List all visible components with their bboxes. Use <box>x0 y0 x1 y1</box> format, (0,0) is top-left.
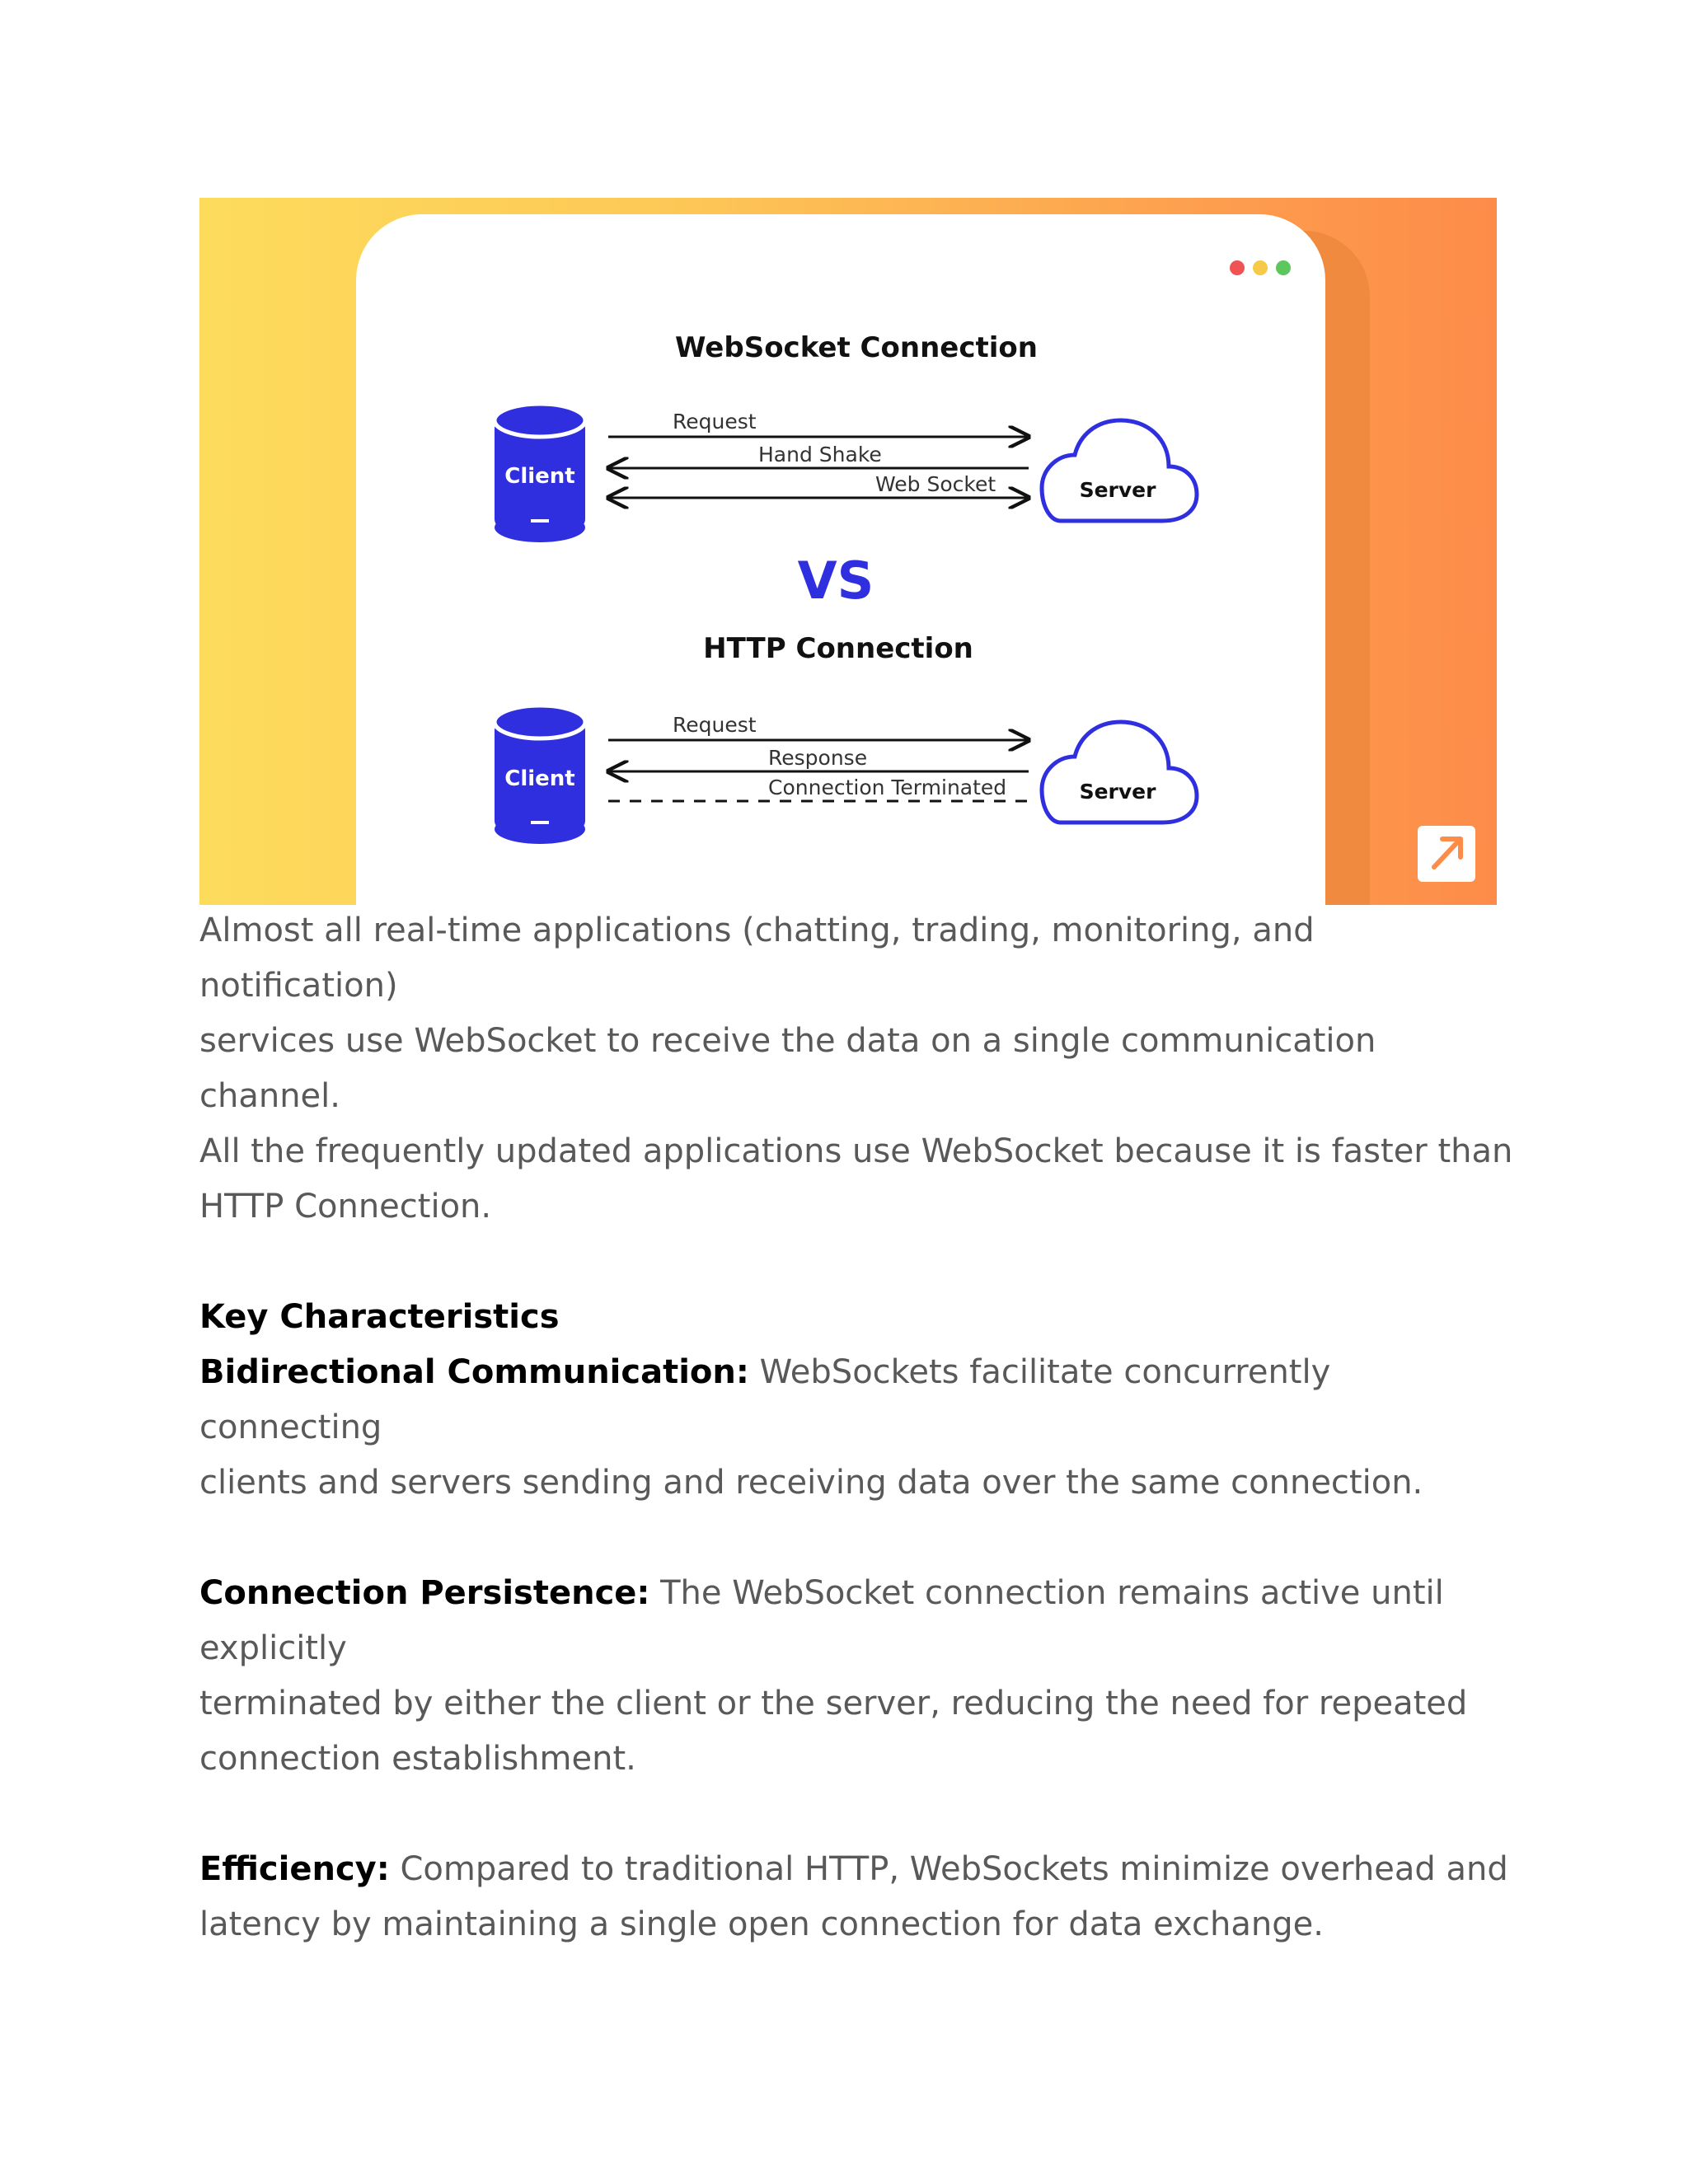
server-label: Server <box>1079 478 1156 502</box>
connection-diagram <box>199 198 1497 905</box>
client-label: Client <box>504 766 575 791</box>
article-body <box>199 903 1518 1952</box>
intro-line: Almost all real-time applications (chatting, trading, monitoring, and notification) <box>199 912 1315 1005</box>
arrow-label-response: Response <box>768 746 868 770</box>
arrow-label-websocket: Web Socket <box>875 472 996 496</box>
characteristic-item <box>199 1842 1518 1897</box>
http-title: HTTP Connection <box>703 632 973 665</box>
websocket-vs-http-figure <box>199 198 1497 905</box>
characteristic-text: The WebSocket connection remains active until explicitly <box>199 1574 1444 1667</box>
arrow-label-request: Request <box>673 410 757 434</box>
arrow-label-terminated: Connection Terminated <box>768 776 1007 799</box>
characteristic-term: Bidirectional Communication: <box>199 1353 749 1391</box>
server-cloud-icon <box>1042 722 1197 823</box>
server-label: Server <box>1079 780 1156 804</box>
characteristic-item <box>199 1345 1518 1455</box>
characteristic-text: Compared to traditional HTTP, WebSockets minimize overhead and <box>389 1850 1508 1888</box>
characteristic-text: terminated by either the client or the server, reducing the need for repeated <box>199 1685 1468 1722</box>
characteristic-text: connection establishment. <box>199 1740 636 1778</box>
intro-line: HTTP Connection. <box>199 1188 492 1226</box>
characteristic-text: clients and servers sending and receiving data over the same connection. <box>199 1464 1423 1502</box>
arrow-label-request: Request <box>673 713 757 737</box>
intro-line: services use WebSocket to receive the data on a single communication channel. <box>199 1022 1376 1115</box>
characteristic-text: WebSockets facilitate concurrently connecting <box>199 1353 1331 1446</box>
vs-label: VS <box>797 551 874 611</box>
section-heading: Key Characteristics <box>199 1298 560 1336</box>
client-label: Client <box>504 464 575 489</box>
characteristic-term: Connection Persistence: <box>199 1574 650 1612</box>
server-cloud-icon <box>1042 420 1197 521</box>
characteristic-item <box>199 1566 1518 1676</box>
characteristic-term: Efficiency: <box>199 1850 390 1888</box>
intro-line: All the frequently updated applications use WebSocket because it is faster than <box>199 1132 1513 1170</box>
arrow-up-right-icon <box>1418 826 1475 882</box>
websocket-title: WebSocket Connection <box>675 331 1038 364</box>
arrow-label-handshake: Hand Shake <box>758 443 882 466</box>
characteristic-text: latency by maintaining a single open connection for data exchange. <box>199 1905 1324 1943</box>
